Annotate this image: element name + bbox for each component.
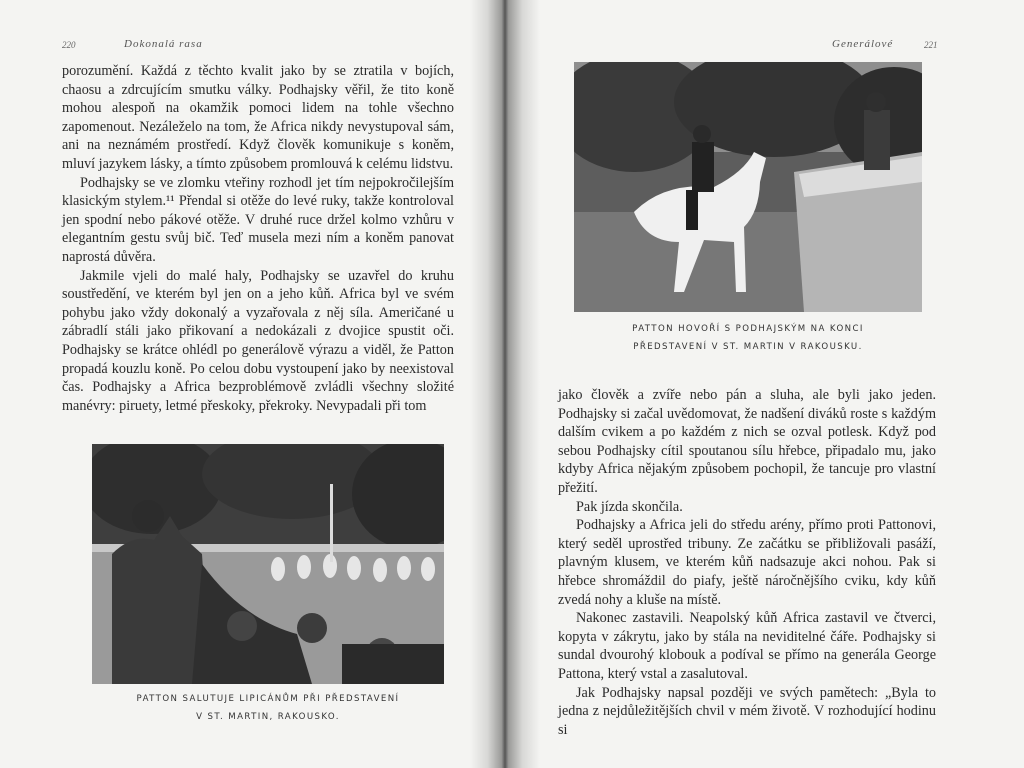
caption-line: PŘEDSTAVENÍ V ST. MARTIN V RAKOUSKU. <box>633 342 863 352</box>
left-body-text <box>62 62 454 415</box>
right-photo-caption <box>574 320 922 356</box>
caption-line: PATTON SALUTUJE LIPICÁNŮM PŘI PŘEDSTAVENÍ <box>136 694 400 704</box>
paragraph: jako člověk a zvíře nebo pán a sluha, ale byli jako jeden. Podhajsky si začal uvědomovat, že nadšení diváků roste s každým dalším cvikem a po každém z nich se ozval potlesk. Když pod sebou Podhajsky cítil spoutanou sílu hřebce, připadalo mu, jako kdyby Africa nějakým způsobem pochopil, že tancuje pro vlastní přežití. <box>558 387 936 496</box>
right-page-number: 221 <box>924 40 938 50</box>
left-page <box>0 0 490 768</box>
photo-patton-saluting <box>92 444 444 684</box>
paragraph: Nakonec zastavili. Neapolský kůň Africa zastavil ve čtverci, kopyta v zákrytu, jako by stála na neviditelné čáře. Podhajsky si sundal dvourohý klobouk a podíval se přímo na generála George Pattona, který vstal a zasalutoval. <box>558 610 936 682</box>
left-photo-caption <box>92 690 444 726</box>
right-running-head: Generálové <box>832 38 894 50</box>
photo-patton-podhajsky-image <box>574 62 922 312</box>
right-page <box>510 0 1024 768</box>
caption-line: V ST. MARTIN, RAKOUSKO. <box>196 712 340 722</box>
paragraph: Pak jízda skončila. <box>576 498 683 515</box>
caption-line: PATTON HOVOŘÍ S PODHAJSKÝM NA KONCI <box>632 324 864 334</box>
paragraph: Podhajsky se ve zlomku vteřiny rozhodl jet tím nejpokročilejším klasickým stylem.¹¹ Přendal si otěže do levé ruky, takže kontroloval jen spodní nebo pákové otěže. V druhé ruce držel kolmo vzhůru v elegantním gestu svůj bič. Teď musela mezi ním a koněm panovat naprostá důvěra. <box>62 174 454 265</box>
paragraph: Podhajsky a Africa jeli do středu arény, přímo proti Pattonovi, který seděl uprostřed tribuny. Ze začátku se přibližovali pasáží, plavným klusem, ve kterém kůň nadsazuje akci nohou. Pak si hřebce shromáždil do piafy, ještě náročnějšího cviku, kdy kůň zvedá nohy a kluše na místě. <box>558 517 936 608</box>
photo-patton-podhajsky <box>574 62 922 312</box>
paragraph: Jak Podhajsky napsal později ve svých pamětech: „Byla to jedna z nejdůležitějších chvil v mém životě. V rozhodující hodinu si <box>558 684 936 738</box>
left-running-head: Dokonalá rasa <box>124 38 203 50</box>
book-gutter <box>470 0 540 768</box>
photo-patton-saluting-image <box>92 444 444 684</box>
right-body-text <box>558 386 936 739</box>
left-page-number: 220 <box>62 40 76 50</box>
paragraph: Jakmile vjeli do malé haly, Podhajsky se uzavřel do kruhu soustředění, ve kterém byl jen on a jeho kůň. Africa byl ve svém pohybu jako vždy dokonalý a vyzařovala z něj síla. Američané u zábradlí stáli jako přikovaní a nedokázali z dvojice spustit oči. Podhajsky se krátce ohlédl po generálově výrazu a viděl, že Patton propadá kouzlu koně. Po celou dobu vystoupení jako by neexistoval čas. Podhajsky a Africa bezproblémově zvládli všechny složité manévry: piruety, letmé přeskoky, překroky. Nevypadali při tom <box>62 267 454 414</box>
paragraph: porozumění. Každá z těchto kvalit jako by se ztratila v bojích, chaosu a zdrcujícím smutku války. Podhajsky věřil, že tito koně mohou alespoň na okamžik pomoci lidem na tohle všechno zapomenout. Nezáleželo na tom, že Africa nikdy nevystupoval sám, ani na neznámém prostředí. Když člověk komunikuje s koněm, mluví jazykem lásky, a tímto způsobem promlouvá k celému lidstvu. <box>62 63 454 172</box>
